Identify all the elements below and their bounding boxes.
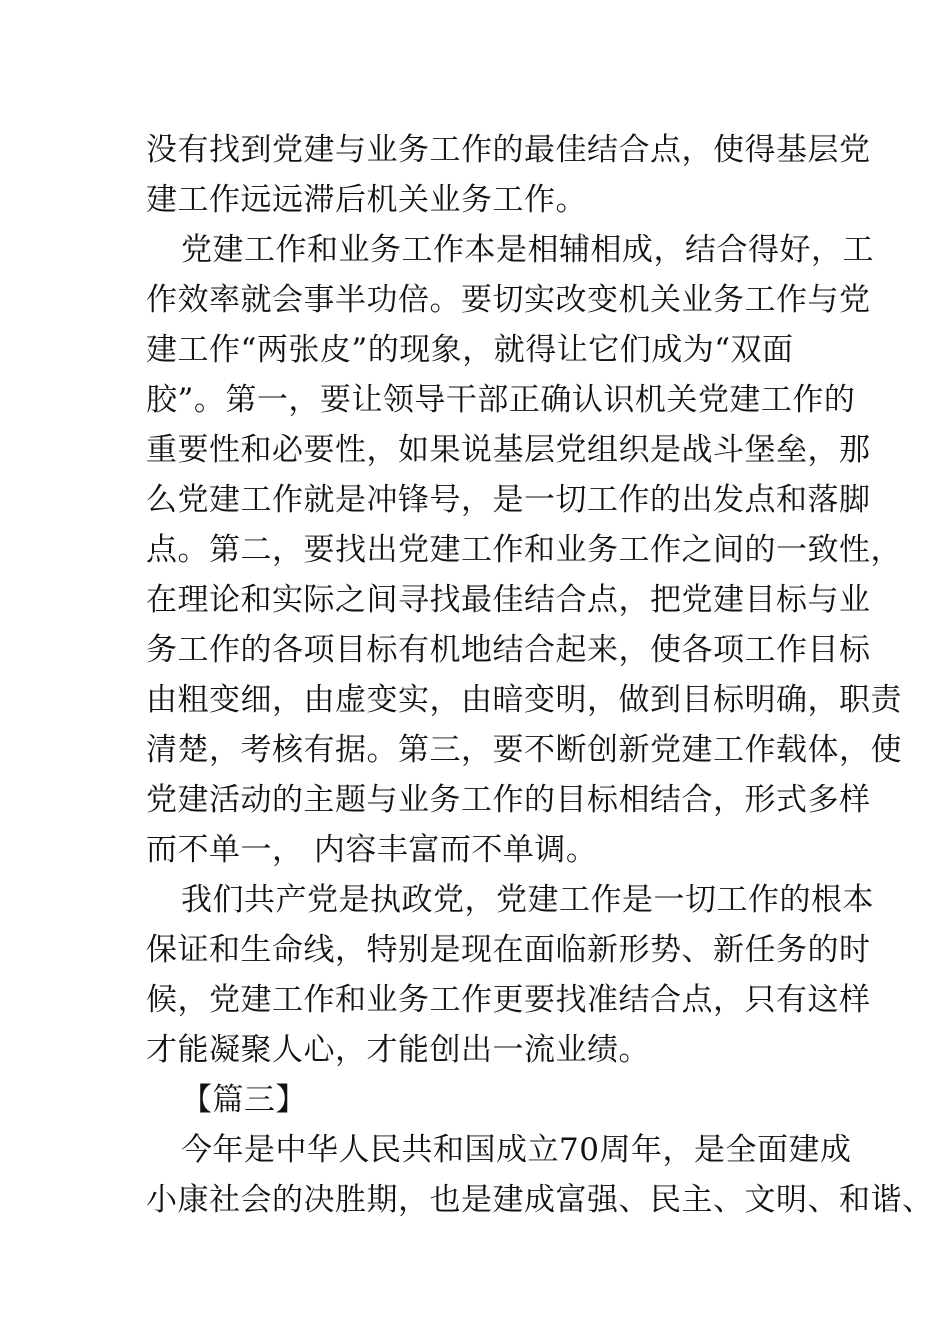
text-line: 才能凝聚人心，才能创出一流业绩。	[146, 1032, 650, 1068]
text-line: 候，党建工作和业务工作更要找准结合点，只有这样	[146, 982, 871, 1018]
text-line: 在理论和实际之间寻找最佳结合点，把党建目标与业	[146, 582, 871, 618]
text-line: 建工作远远滞后机关业务工作。	[146, 182, 587, 218]
text-line: 清楚，考核有据。第三，要不断创新党建工作载体，使	[146, 732, 902, 768]
text-line: 务工作的各项目标有机地结合起来，使各项工作目标	[146, 632, 871, 668]
text-line: 小康社会的决胜期，也是建成富强、民主、文明、和谐、	[146, 1182, 934, 1218]
text-line: 由粗变细，由虚变实，由暗变明，做到目标明确，职责	[146, 682, 902, 718]
text-line: 没有找到党建与业务工作的最佳结合点，使得基层党	[146, 132, 871, 168]
text-line: 保证和生命线，特别是现在面临新形势、新任务的时	[146, 932, 871, 968]
text-line: 重要性和必要性，如果说基层党组织是战斗堡垒，那	[146, 432, 871, 468]
text-line: 而不单一， 内容丰富而不单调。	[146, 832, 598, 868]
text-line: 建工作“两张皮”的现象，就得让它们成为“双面	[146, 332, 794, 368]
paragraph-start-line: 党建工作和业务工作本是相辅相成，结合得好，工	[181, 232, 874, 268]
text-line: 么党建工作就是冲锋号，是一切工作的出发点和落脚	[146, 482, 871, 518]
paragraph-start-line: 今年是中华人民共和国成立70周年，是全面建成	[181, 1132, 852, 1168]
text-line: 胶”。第一，要让领导干部正确认识机关党建工作的	[146, 382, 856, 418]
text-line: 点。第二，要找出党建工作和业务工作之间的一致性，	[146, 532, 902, 568]
text-line: 党建活动的主题与业务工作的目标相结合，形式多样	[146, 782, 871, 818]
section-heading: 【篇三】	[181, 1082, 307, 1118]
paragraph-start-line: 我们共产党是执政党，党建工作是一切工作的根本	[181, 882, 874, 918]
text-line: 作效率就会事半功倍。要切实改变机关业务工作与党	[146, 282, 871, 318]
